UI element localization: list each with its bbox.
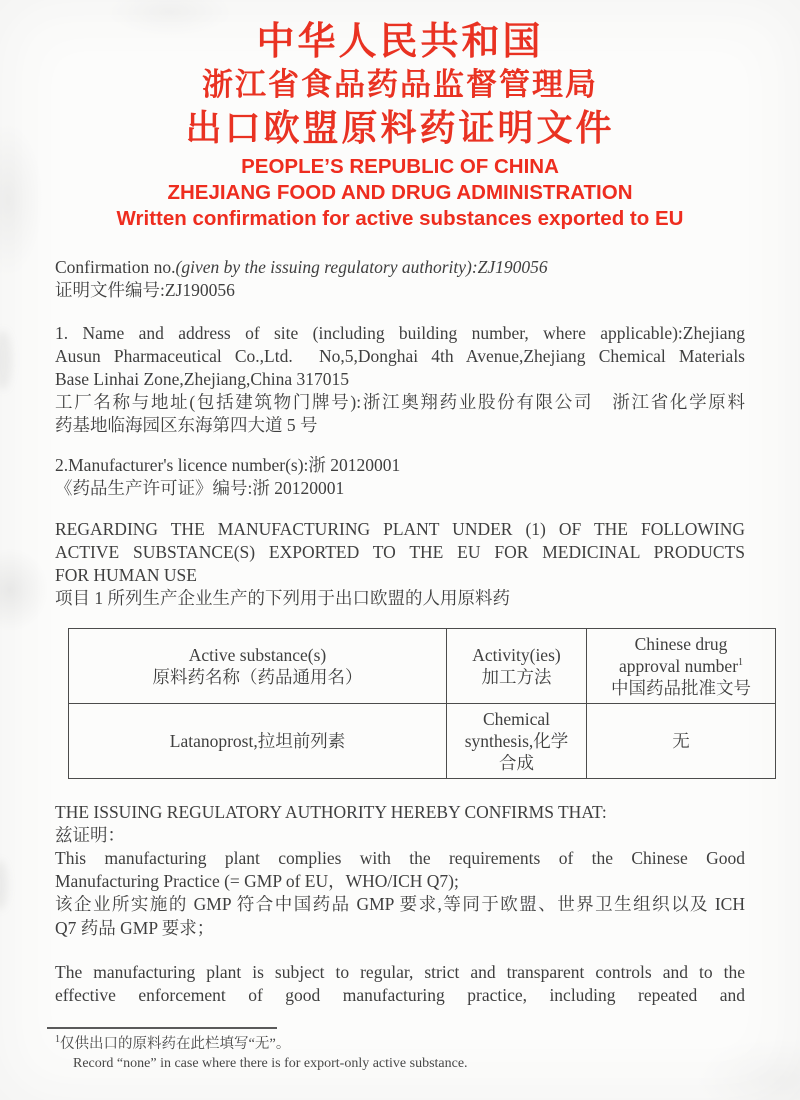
gmp-compliance-line-cn: Q7 药品 GMP 要求； xyxy=(55,917,215,938)
confirmation-label: Confirmation no. xyxy=(55,257,176,277)
header-en-authority: ZHEJIANG FOOD AND DRUG ADMINISTRATION xyxy=(167,181,633,204)
regarding-line: FOR HUMAN USE xyxy=(55,565,197,585)
licence-number-line-cn: 《药品生产许可证》编号:浙 20120001 xyxy=(55,477,345,498)
confirms-section xyxy=(55,801,745,941)
regarding-line-cn: 项目 1 所列生产企业生产的下列用于出口欧盟的人用原料药 xyxy=(55,588,510,608)
site-address-line-cn: 药基地临海园区东海第四大道 5 号 xyxy=(55,415,318,435)
header-cn-authority: 浙江省食品药品监督管理局 xyxy=(202,67,598,102)
table-row xyxy=(69,703,776,778)
confirmation-number-value: (given by the issuing regulatory authority):ZJ190056 xyxy=(175,257,548,277)
document-body xyxy=(55,256,751,1074)
header-en-country: PEOPLE’S REPUBLIC OF CHINA xyxy=(241,155,559,178)
footnote-rule xyxy=(47,1027,277,1029)
table-header-substance xyxy=(69,628,447,703)
cell-approval: 无 xyxy=(587,703,776,778)
table-header-approval-label: approval number xyxy=(618,655,739,676)
table-header-row xyxy=(69,628,776,703)
regarding-line: ACTIVE SUBSTANCE(S) EXPORTED TO THE EU FOR MEDICINAL PRODUCTS xyxy=(55,542,745,562)
scan-smudge xyxy=(0,860,8,910)
confirms-title: THE ISSUING REGULATORY AUTHORITY HEREBY CONFIRMS THAT: xyxy=(55,801,607,822)
confirmation-section xyxy=(55,256,745,303)
table-header-approval-en1: Chinese drug xyxy=(634,633,728,654)
gmp-compliance-line: Manufacturing Practice (= GMP of EU，WHO/ICH Q7); xyxy=(55,871,459,891)
footnote-line-cn xyxy=(55,1034,745,1054)
footnote-marker: 1 xyxy=(55,1034,60,1046)
confirmation-number-line xyxy=(55,256,745,279)
header-cn-country: 中华人民共和国 xyxy=(256,21,544,63)
table-header-approval-en2 xyxy=(596,655,766,677)
controls-line: The manufacturing plant is subject to regular, strict and transparent controls and to the xyxy=(55,962,745,982)
table-header-approval xyxy=(587,628,776,703)
document-header xyxy=(0,0,800,232)
header-en-doc-title: Written confirmation for active substances exported to EU xyxy=(116,207,684,230)
site-address-line: 1. Name and address of site (including building number, where applicable):Zhejiang xyxy=(55,322,745,343)
regarding-section xyxy=(55,518,745,611)
footnote-line-en: Record “none” in case where there is for export-only active substance. xyxy=(73,1056,468,1071)
site-address-line: Ausun Pharmaceutical Co.,Ltd. No,5,Donghai 4th Avenue,Zhejiang Chemical Materials xyxy=(55,345,745,366)
regarding-line: REGARDING THE MANUFACTURING PLANT UNDER (1) OF THE FOLLOWING xyxy=(55,519,745,539)
table-header-substance-cn: 原料药名称（药品通用名） xyxy=(152,666,363,687)
table-header-substance-en: Active substance(s) xyxy=(188,644,327,665)
gmp-compliance-line: This manufacturing plant complies with the requirements of the Chinese Good xyxy=(55,848,745,868)
table-header-activity-en: Activity(ies) xyxy=(472,644,561,665)
licence-section xyxy=(55,454,745,501)
header-cn-doc-title: 出口欧盟原料药证明文件 xyxy=(185,108,615,148)
cell-substance: Latanoprost,拉坦前列素 xyxy=(69,703,447,778)
cell-activity: Chemical synthesis,化学合成 xyxy=(447,703,587,778)
footnote xyxy=(55,1027,745,1074)
confirms-title-cn: 兹证明： xyxy=(55,824,125,845)
licence-number-line: 2.Manufacturer's licence number(s):浙 20120001 xyxy=(55,454,401,475)
footnote-marker: 1 xyxy=(738,656,744,668)
scan-smudge xyxy=(0,330,12,390)
table-header-activity xyxy=(447,628,587,703)
confirmation-number-line-cn: 证明文件编号:ZJ190056 xyxy=(55,280,235,300)
gmp-compliance-line-cn: 该企业所实施的 GMP 符合中国药品 GMP 要求,等同于欧盟、世界卫生组织以及 ICH xyxy=(55,894,745,914)
table-header-activity-cn: 加工方法 xyxy=(481,666,552,687)
table-header-approval-cn: 中国药品批准文号 xyxy=(611,677,751,698)
footnote-text-cn: 仅供出口的原料药在此栏填写“无”。 xyxy=(60,1036,291,1052)
site-address-line: Base Linhai Zone,Zhejiang,China 317015 xyxy=(55,368,350,389)
site-section xyxy=(55,322,745,438)
controls-line: effective enforcement of good manufacturing practice, including repeated and xyxy=(55,985,745,1005)
controls-paragraph xyxy=(55,961,745,1007)
substances-table xyxy=(68,628,776,779)
site-address-line-cn: 工厂名称与地址(包括建筑物门牌号):浙江奥翔药业股份有限公司 浙江省化学原料 xyxy=(55,391,745,412)
